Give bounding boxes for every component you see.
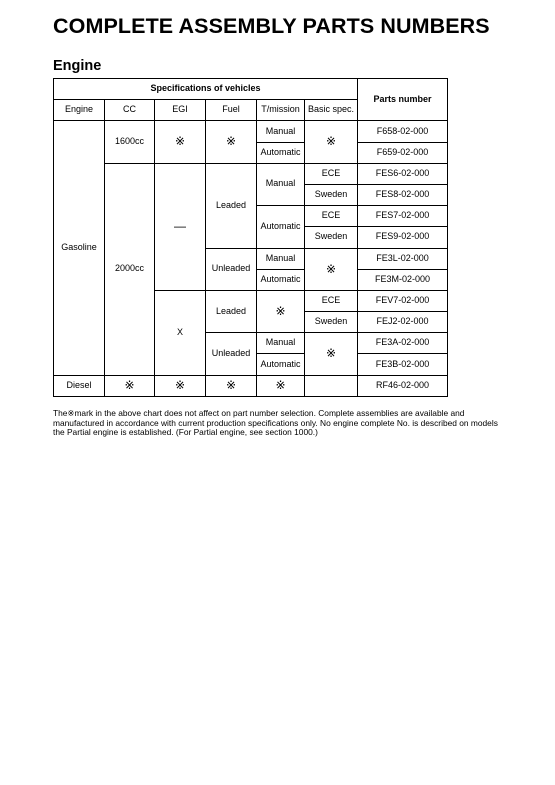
page-title: COMPLETE ASSEMBLY PARTS NUMBERS	[53, 14, 490, 38]
tmission-mark: ※	[257, 375, 305, 396]
egi-dash: —	[155, 163, 206, 290]
part-number: FE3M-02-000	[358, 269, 448, 290]
part-number: RF46-02-000	[358, 375, 448, 396]
tmission-automatic: Automatic	[257, 206, 305, 248]
tmission-manual: Manual	[257, 333, 305, 354]
part-number: FES8-02-000	[358, 184, 448, 205]
table-row	[54, 163, 448, 184]
cc-mark: ※	[105, 375, 155, 396]
col-tmission: T/mission	[257, 100, 305, 121]
part-number: FE3B-02-000	[358, 354, 448, 375]
footnote: The※mark in the above chart does not affect on part number selection. Complete assemblies are available and manufactured in accordance with current production specifications only. No engine complete No. is described on models the Partial engine is established. (For Partial engine, see section 1000.)	[53, 408, 498, 438]
spec-header: Specifications of vehicles	[54, 79, 358, 100]
tmission-automatic: Automatic	[257, 354, 305, 375]
col-fuel: Fuel	[206, 100, 257, 121]
part-number: F659-02-000	[358, 142, 448, 163]
part-number: FE3A-02-000	[358, 333, 448, 354]
part-number: FEJ2-02-000	[358, 312, 448, 333]
part-number: FEV7-02-000	[358, 290, 448, 311]
cc-2000: 2000cc	[105, 163, 155, 375]
part-number: FES7-02-000	[358, 206, 448, 227]
fuel-unleaded: Unleaded	[206, 248, 257, 290]
engine-diesel: Diesel	[54, 375, 105, 396]
basic-spec-mark: ※	[305, 248, 358, 290]
fuel-unleaded: Unleaded	[206, 333, 257, 375]
basic-spec-sweden: Sweden	[305, 227, 358, 248]
tmission-manual: Manual	[257, 248, 305, 269]
basic-spec-sweden: Sweden	[305, 184, 358, 205]
engine-gasoline: Gasoline	[54, 121, 105, 375]
tmission-manual: Manual	[257, 121, 305, 142]
basic-spec-ece: ECE	[305, 290, 358, 311]
part-number: FES6-02-000	[358, 163, 448, 184]
tmission-automatic: Automatic	[257, 142, 305, 163]
basic-spec-ece: ECE	[305, 163, 358, 184]
part-number: F658-02-000	[358, 121, 448, 142]
table-row	[54, 375, 448, 396]
basic-spec-sweden: Sweden	[305, 312, 358, 333]
col-egi: EGI	[155, 100, 206, 121]
col-basic-spec: Basic spec.	[305, 100, 358, 121]
basic-spec-empty	[305, 375, 358, 396]
section-heading: Engine	[53, 58, 102, 74]
part-number: FE3L-02-000	[358, 248, 448, 269]
col-engine: Engine	[54, 100, 105, 121]
tmission-manual: Manual	[257, 163, 305, 205]
fuel-leaded: Leaded	[206, 163, 257, 248]
parts-number-header: Parts number	[358, 79, 448, 121]
table-row	[54, 121, 448, 142]
egi-mark: ※	[155, 375, 206, 396]
egi-x: X	[155, 290, 206, 375]
part-number: FES9-02-000	[358, 227, 448, 248]
fuel-mark: ※	[206, 375, 257, 396]
basic-spec-ece: ECE	[305, 206, 358, 227]
parts-table	[53, 78, 448, 397]
tmission-automatic: Automatic	[257, 269, 305, 290]
egi-mark: ※	[155, 121, 206, 163]
cc-1600: 1600cc	[105, 121, 155, 163]
basic-spec-mark: ※	[305, 333, 358, 375]
tmission-mark: ※	[257, 290, 305, 332]
table-header-row	[54, 79, 448, 100]
fuel-mark: ※	[206, 121, 257, 163]
fuel-leaded: Leaded	[206, 290, 257, 332]
basic-spec-mark: ※	[305, 121, 358, 163]
col-cc: CC	[105, 100, 155, 121]
